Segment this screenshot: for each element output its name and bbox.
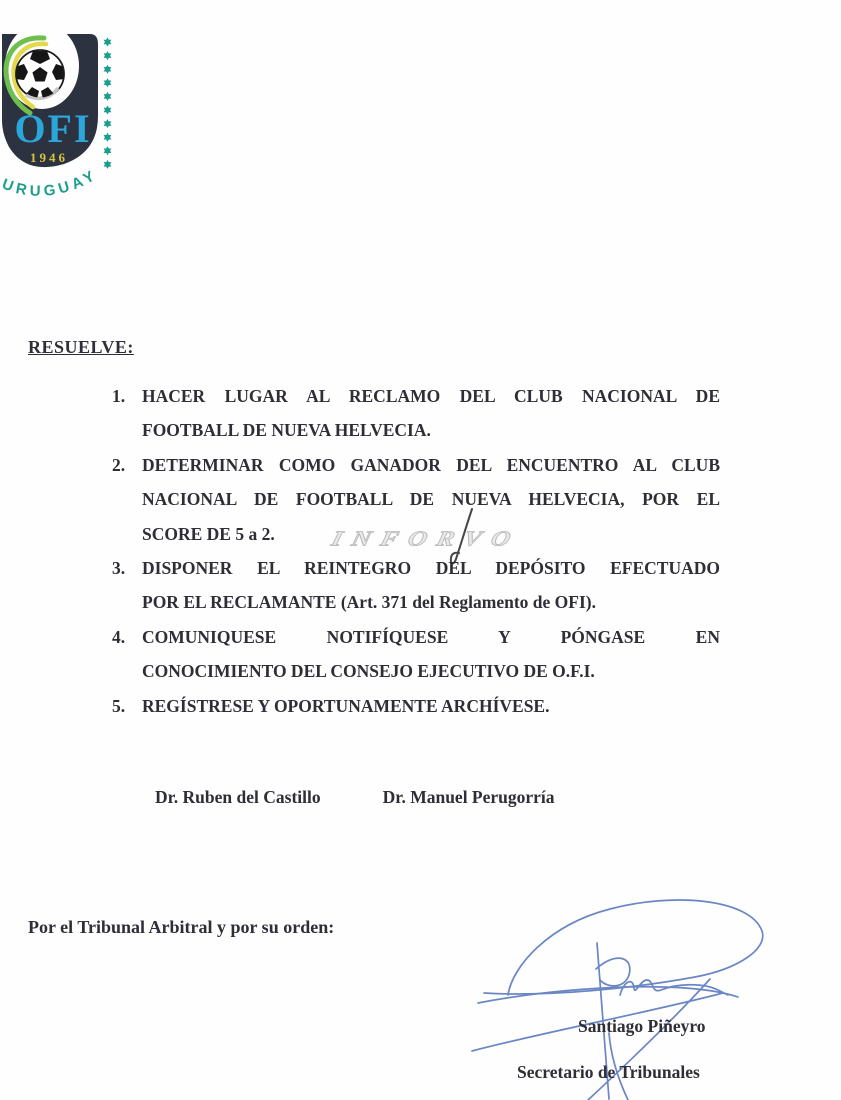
logo-year-text: 1946 [30,150,68,165]
signatories-row [155,787,555,808]
item-line: CONOCIMIENTO DEL CONSEJO EJECUTIVO DE O.F.I. [142,661,595,682]
item-number: 4. [112,626,126,647]
resolve-heading: RESUELVE: [28,337,134,357]
stars-column [104,38,112,169]
item-line: POR EL RECLAMANTE (Art. 371 del Reglamento de OFI). [142,592,597,613]
resolution-item [112,689,720,723]
signature-name: Santiago Piñeyro [578,1016,706,1036]
logo-country-text: URUGUAY [0,165,101,201]
ofi-logo [0,28,135,218]
closing-line: Por el Tribunal Arbitral y por su orden: [28,917,335,937]
resolution-item [112,448,720,551]
signatory-name: Dr. Manuel Perugorría [382,787,555,807]
item-line: HACER LUGAR AL RECLAMO DEL CLUB NACIONAL DE [142,386,720,406]
item-line: REGÍSTRESE Y OPORTUNAMENTE ARCHÍVESE. [142,695,550,716]
resolution-item [112,551,720,620]
item-number: 5. [112,695,126,716]
item-line: DISPONER EL REINTEGRO DEL DEPÓSITO EFECTUADO [142,558,720,579]
item-number: 3. [112,558,126,579]
item-line: DETERMINAR COMO GANADOR DEL ENCUENTRO AL CLUB [142,454,720,475]
watermark-text: INFORVO [329,526,524,551]
item-number: 1. [112,386,126,406]
item-line: FOOTBALL DE NUEVA HELVECIA. [142,420,431,441]
resolution-item [112,379,720,448]
item-line: COMUNIQUESE NOTIFÍQUESE Y PÓNGASE EN [142,626,720,647]
item-number: 2. [112,454,126,475]
signature-title: Secretario de Tribunales [517,1062,700,1082]
logo-org-text: OFI [14,106,92,151]
item-line: SCORE DE 5 a 2. [142,523,275,544]
resolution-item [112,620,720,689]
resolution-list [112,379,720,723]
signatory-name: Dr. Ruben del Castillo [155,787,321,807]
item-line: NACIONAL DE FOOTBALL DE NUEVA HELVECIA, POR EL [142,489,720,510]
